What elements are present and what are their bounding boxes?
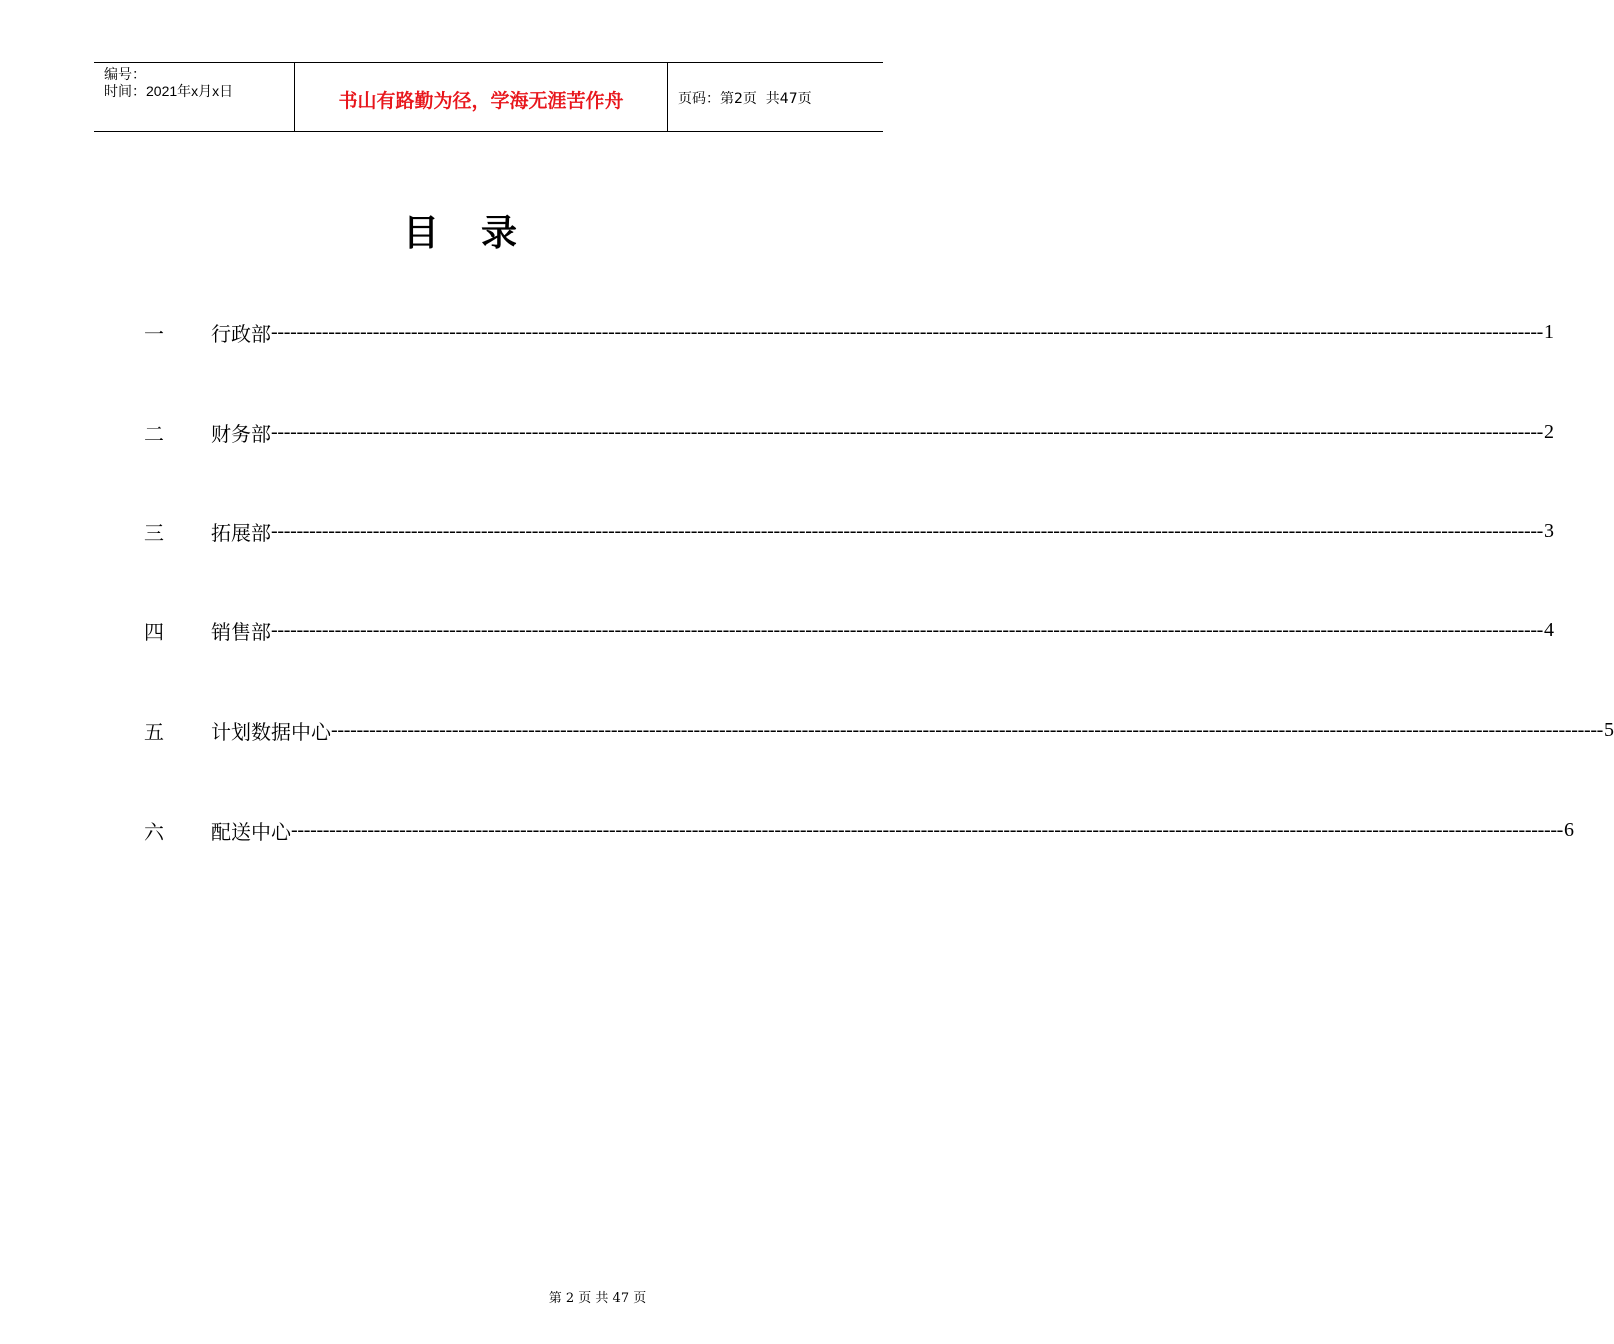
toc-page-number: 3 — [1544, 519, 1555, 542]
toc-item-4[interactable] — [144, 614, 1555, 646]
toc-leader: -------------------------------------------------------------------------------------------------------------------------------------------------------------------------------------------------------- — [271, 420, 1544, 443]
page-header — [94, 62, 883, 132]
toc-number: 四 — [144, 619, 164, 644]
toc-label: 财务部 — [211, 421, 271, 446]
toc-page-number: 1 — [1544, 320, 1555, 343]
serial-label: 编号： — [104, 66, 146, 82]
toc-leader: -------------------------------------------------------------------------------------------------------------------------------------------------------------------------------------------------------- — [291, 818, 1564, 841]
toc-number: 二 — [144, 421, 164, 446]
time-label: 时间：2021年x月x日 — [104, 83, 234, 99]
toc-page-number: 4 — [1544, 618, 1555, 641]
toc-label: 配送中心 — [211, 819, 291, 844]
header-page-cell — [668, 63, 883, 131]
toc-label: 行政部 — [211, 321, 271, 346]
toc-page-number: 2 — [1544, 420, 1555, 443]
toc-item-2[interactable] — [144, 416, 1555, 448]
toc-item-6[interactable] — [144, 814, 1575, 846]
toc-leader: -------------------------------------------------------------------------------------------------------------------------------------------------------------------------------------------------------- — [271, 320, 1544, 343]
page-footer — [0, 1287, 950, 1306]
toc-number: 三 — [144, 520, 164, 545]
header-meta-cell — [94, 63, 295, 131]
toc-leader: -------------------------------------------------------------------------------------------------------------------------------------------------------------------------------------------------------- — [331, 718, 1604, 741]
toc-page-number: 6 — [1564, 818, 1575, 841]
toc-label: 拓展部 — [211, 520, 271, 545]
toc-page-number: 5 — [1604, 718, 1614, 741]
toc-label: 销售部 — [211, 619, 271, 644]
header-motto-cell — [295, 63, 668, 131]
toc-number: 六 — [144, 819, 164, 844]
toc-item-5[interactable] — [144, 714, 1614, 746]
toc-title: 目录 — [402, 213, 559, 254]
toc-item-3[interactable] — [144, 515, 1555, 547]
page-info: 页码：第2页 共47页 — [678, 91, 812, 107]
footer-page-text: 第 2 页 共 47 页 — [548, 1291, 647, 1306]
toc-number: 一 — [144, 321, 164, 346]
toc-leader: -------------------------------------------------------------------------------------------------------------------------------------------------------------------------------------------------------- — [271, 618, 1544, 641]
toc-item-1[interactable] — [144, 316, 1555, 348]
toc-label: 计划数据中心 — [211, 719, 331, 744]
toc-number: 五 — [144, 719, 164, 744]
toc-leader: -------------------------------------------------------------------------------------------------------------------------------------------------------------------------------------------------------- — [271, 519, 1544, 542]
motto-text: 书山有路勤为径，学海无涯苦作舟 — [338, 89, 624, 112]
